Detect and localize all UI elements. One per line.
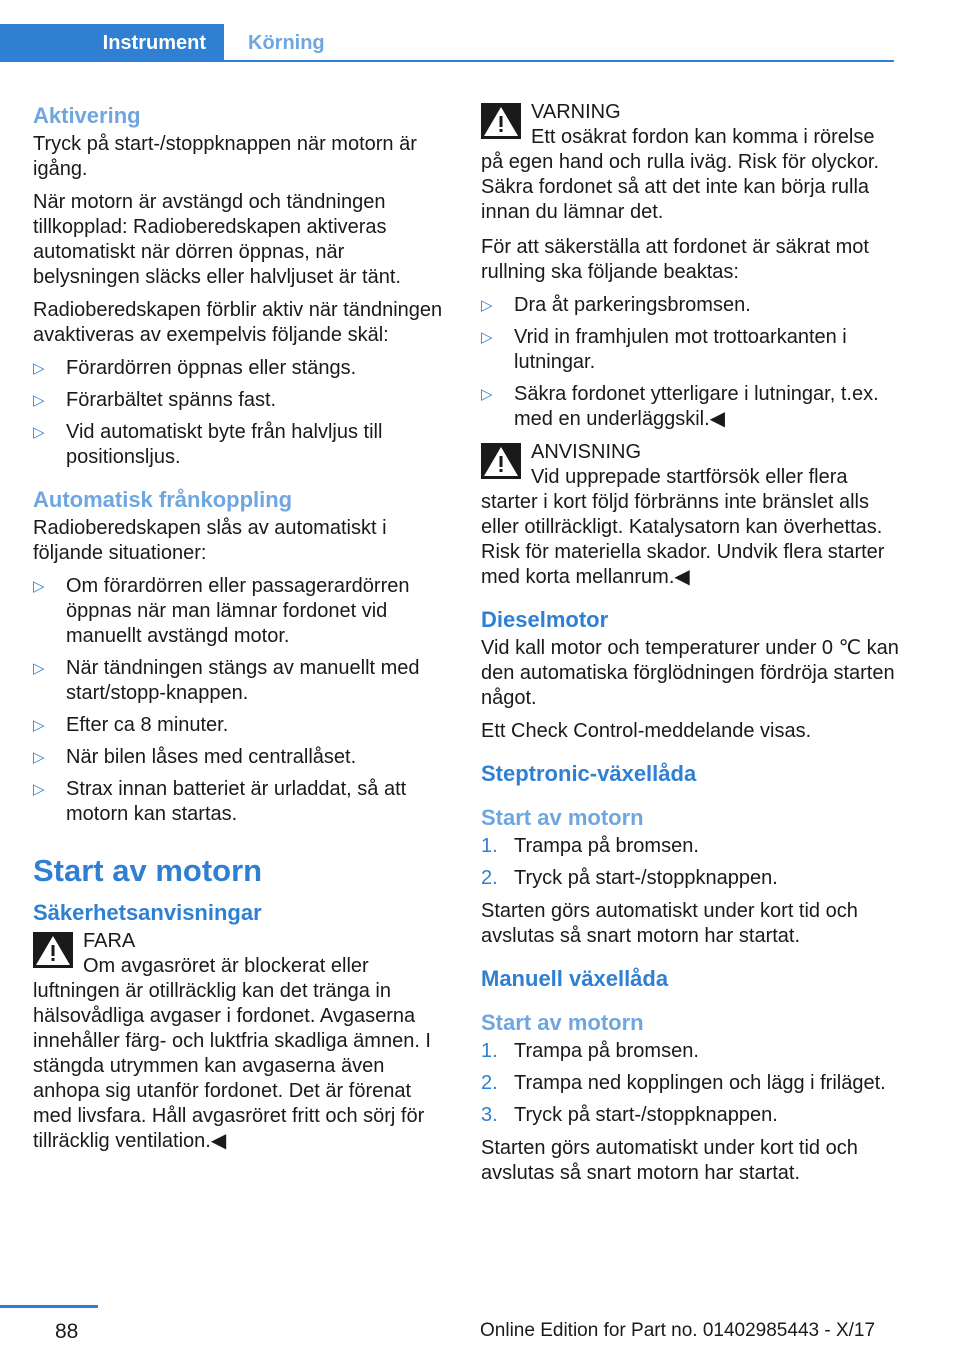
triangle-bullet-icon: ▷: [481, 297, 493, 314]
page-number: 88: [55, 1320, 79, 1343]
numbered-list: [481, 834, 899, 891]
footer-divider: [0, 1305, 98, 1308]
heading-start-av-motorn: Start av motorn: [33, 853, 263, 888]
triangle-bullet-icon: ▷: [33, 578, 45, 595]
warning-triangle-icon: [481, 103, 521, 139]
heading-aktivering: Aktivering: [33, 103, 141, 128]
list-item: ▷ Förarbältet spänns fast.: [33, 389, 277, 411]
bullet-list: [33, 574, 451, 827]
paragraph: Radioberedskapen förblir aktiv när tändningen avaktiveras av exempelvis följande skäl:: [33, 299, 443, 346]
heading-start-av-motorn-steptronic: Start av motorn: [481, 805, 644, 830]
list-item: 1. Trampa på bromsen.: [481, 1040, 699, 1062]
list-item: ▷ Förardörren öppnas eller stängs.: [33, 357, 357, 379]
paragraph: Ett Check Control-meddelande visas.: [481, 720, 812, 742]
warning-label: FARA: [83, 930, 136, 952]
paragraph: För att säkerställa att fordonet är säkrat mot rullning ska följande beaktas:: [481, 236, 869, 283]
notice-text: Vid upprepade startförsök eller flera starter i kort följd förbränns inte bränslet alls eller otillräckligt. Katalysatorn kan överhettas. Risk för materiella skador. Undvik flera starter med korta mellanrum.◀: [481, 466, 885, 588]
triangle-bullet-icon: ▷: [33, 424, 45, 441]
list-item: 2. Tryck på start-/stoppknappen.: [481, 867, 778, 889]
list-item: ▷ Efter ca 8 minuter.: [33, 714, 229, 736]
edition-note: Online Edition for Part no. 01402985443 - X/17: [480, 1320, 876, 1341]
heading-sakerhetsanvisningar: Säkerhetsanvisningar: [33, 900, 262, 925]
list-item: ▷ Vrid in framhjulen mot trottoarkanten i lutningar.: [481, 326, 847, 373]
list-item: 2. Trampa ned kopplingen och lägg i friläget.: [481, 1072, 886, 1094]
list-item: ▷ Strax innan batteriet är urladdat, så att motorn kan startas.: [33, 778, 407, 825]
list-item: 3. Tryck på start-/stoppknappen.: [481, 1104, 778, 1126]
right-column: [481, 100, 899, 1194]
warning-label: VARNING: [531, 101, 621, 123]
warning-triangle-icon: [481, 443, 521, 479]
triangle-bullet-icon: ▷: [481, 329, 493, 346]
triangle-bullet-icon: ▷: [33, 360, 45, 377]
numbered-list: [481, 1039, 899, 1128]
warning-text: Ett osäkrat fordon kan komma i rörelse på egen hand och rulla iväg. Risk för olyckor. Säkra fordonet så att det inte kan börja rulla innan du lämnar det.: [481, 126, 879, 223]
triangle-bullet-icon: ▷: [33, 660, 45, 677]
paragraph: När motorn är avstängd och tändningen tillkopplad: Radioberedskapen aktiveras automatiskt när dörren öppnas, när belysningen släcks eller halvljuset är tänt.: [33, 191, 401, 288]
triangle-bullet-icon: ▷: [481, 386, 493, 403]
list-item: ▷ Vid automatiskt byte från halvljus till positionsljus.: [33, 421, 383, 468]
triangle-bullet-icon: ▷: [33, 392, 45, 409]
warning-triangle-icon: [33, 932, 73, 968]
heading-frankoppling: Automatisk frånkoppling: [33, 487, 293, 512]
list-item: ▷ Dra åt parkeringsbromsen.: [481, 294, 751, 316]
heading-start-av-motorn-manuell: Start av motorn: [481, 1010, 644, 1035]
triangle-bullet-icon: ▷: [33, 749, 45, 766]
list-item: ▷ Om förardörren eller passagerardörren öppnas när man lämnar fordonet vid manuellt avstängd motor.: [33, 575, 410, 647]
bullet-list: [33, 356, 451, 470]
warning-text: Om avgasröret är blockerat eller luftningen är otillräcklig kan det tränga in hälsovådliga avgaser i fordonet. Avgaserna innehåller färg- och luktfria skadliga ämnen. I stängda utrymmen kan avgaserna även anhopa sig utanför fordonet. Det är förenat med livsfara. Håll avgasröret fritt och sörj för tillräcklig ventilation.◀: [33, 955, 431, 1152]
notice-label: ANVISNING: [531, 441, 642, 463]
paragraph: Tryck på start-/stoppknappen när motorn är igång.: [33, 133, 417, 180]
triangle-bullet-icon: ▷: [33, 717, 45, 734]
warning-block: [33, 929, 451, 1154]
page-header: [0, 0, 960, 64]
heading-manuell: Manuell växellåda: [481, 966, 669, 991]
list-item: ▷ När tändningen stängs av manuellt med start/stopp-knappen.: [33, 657, 420, 704]
list-item: ▷ När bilen låses med centrallåset.: [33, 746, 357, 768]
tab-korning[interactable]: Körning: [248, 31, 325, 54]
paragraph: Starten görs automatiskt under kort tid och avslutas så snart motorn har startat.: [481, 900, 858, 947]
paragraph: Starten görs automatiskt under kort tid och avslutas så snart motorn har startat.: [481, 1137, 858, 1184]
left-column: [33, 100, 451, 1164]
bullet-list: [481, 293, 899, 432]
triangle-bullet-icon: ▷: [33, 781, 45, 798]
list-item: 1. Trampa på bromsen.: [481, 835, 699, 857]
header-divider: [224, 60, 894, 62]
notice-block: [481, 440, 899, 590]
list-item: ▷ Säkra fordonet ytterligare i lutningar, t.ex. med en underläggskil.◀: [481, 383, 879, 430]
heading-dieselmotor: Dieselmotor: [481, 607, 609, 632]
paragraph: Radioberedskapen slås av automatiskt i följande situationer:: [33, 517, 387, 564]
warning-block: [481, 100, 899, 225]
tab-instrument[interactable]: Instrument: [0, 24, 224, 62]
paragraph: Vid kall motor och temperaturer under 0 ℃ kan den automatiska förglödningen fördröja starten något.: [481, 637, 899, 709]
heading-steptronic: Steptronic-växellåda: [481, 761, 697, 786]
